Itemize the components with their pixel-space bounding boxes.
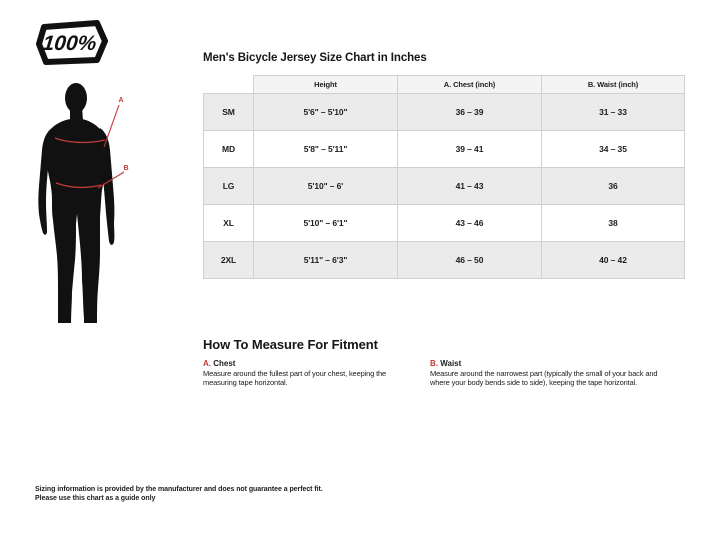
- size-cell: XL: [204, 205, 254, 242]
- waist-label-prefix: B.: [430, 359, 438, 368]
- height-cell: 5'6" – 5'10": [254, 94, 398, 131]
- waist-cell: 36: [542, 168, 685, 205]
- table-row-md: [204, 131, 685, 168]
- height-cell: 5'11" – 6'3": [254, 242, 398, 279]
- waist-cell: 31 – 33: [542, 94, 685, 131]
- man-silhouette-icon: [38, 83, 114, 323]
- chest-instruction-text: Measure around the fullest part of your chest, keeping the measuring tape horizontal.: [203, 369, 387, 388]
- height-cell: 5'10" – 6'1": [254, 205, 398, 242]
- header-cell-blank: [204, 76, 254, 94]
- table-header-row: [204, 76, 685, 94]
- size-chart-table: [203, 75, 685, 279]
- size-cell: SM: [204, 94, 254, 131]
- waist-cell: 38: [542, 205, 685, 242]
- waist-cell: 34 – 35: [542, 131, 685, 168]
- chest-cell: 43 – 46: [398, 205, 542, 242]
- brand-logo-100-percent-icon: [36, 20, 108, 65]
- disclaimer-line-1: Sizing information is provided by the manufacturer and does not guarantee a perfect fit.: [35, 486, 323, 493]
- height-cell: 5'8" – 5'11": [254, 131, 398, 168]
- chest-cell: 41 – 43: [398, 168, 542, 205]
- how-to-heading: How To Measure For Fitment: [203, 337, 378, 352]
- page-title: Men's Bicycle Jersey Size Chart in Inches: [203, 52, 427, 64]
- waist-instruction-text: Measure around the narrowest part (typically the small of your back and where your body bends side to side), keeping the tape horizontal.: [430, 369, 658, 388]
- table-row-lg: [204, 168, 685, 205]
- waist-cell: 40 – 42: [542, 242, 685, 279]
- table-row-sm: [204, 94, 685, 131]
- chest-instructions: [203, 359, 419, 387]
- waist-label: Waist: [440, 359, 462, 368]
- waist-marker-label: B: [123, 165, 129, 172]
- table-row-2xl: [204, 242, 685, 279]
- chest-label-prefix: A.: [203, 359, 211, 368]
- table-row-xl: [204, 205, 685, 242]
- chest-cell: 36 – 39: [398, 94, 542, 131]
- header-cell-chest: A. Chest (inch): [398, 76, 542, 94]
- size-cell: 2XL: [204, 242, 254, 279]
- header-cell-waist: B. Waist (inch): [542, 76, 685, 94]
- size-cell: LG: [204, 168, 254, 205]
- sizing-disclaimer: [35, 485, 323, 503]
- body-measurement-figure: [30, 82, 130, 327]
- waist-instructions: [430, 359, 670, 387]
- how-to-measure-section: [203, 337, 684, 387]
- chest-label: Chest: [213, 359, 236, 368]
- brand-logo-text: 100%: [41, 32, 98, 55]
- chest-marker-label: A: [118, 97, 124, 104]
- height-cell: 5'10" – 6': [254, 168, 398, 205]
- chest-cell: 39 – 41: [398, 131, 542, 168]
- header-cell-height: Height: [254, 76, 398, 94]
- disclaimer-line-2: Please use this chart as a guide only: [35, 495, 156, 503]
- size-cell: MD: [204, 131, 254, 168]
- chest-cell: 46 – 50: [398, 242, 542, 279]
